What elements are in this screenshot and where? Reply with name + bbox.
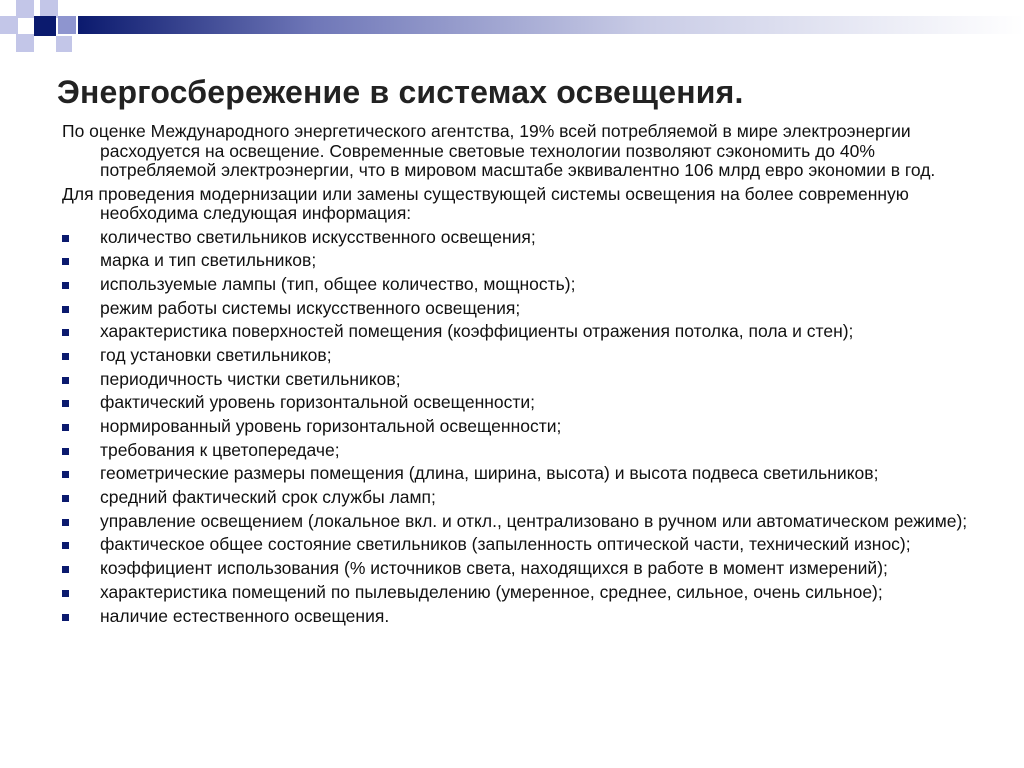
decor-square (56, 36, 72, 52)
list-item-text: характеристика поверхностей помещения (коэффициенты отражения потолка, пола и стен); (100, 321, 854, 342)
list-item-text: средний фактический срок службы ламп; (100, 487, 436, 508)
list-item (62, 512, 982, 532)
square-bullet-icon (62, 542, 69, 549)
decor-square (58, 16, 76, 34)
list-item (62, 464, 982, 484)
header-decoration (0, 0, 1024, 70)
list-item-text: нормированный уровень горизонтальной освещенности; (100, 416, 562, 436)
list-item (62, 441, 982, 461)
list-item-text: коэффициент использования (% источников света, находящихся в работе в момент измерений); (100, 558, 888, 579)
list-item (62, 535, 982, 555)
list-item (62, 228, 982, 248)
square-bullet-icon (62, 590, 69, 597)
slide-body (62, 122, 982, 630)
requirements-list (62, 228, 982, 627)
list-item (62, 488, 982, 508)
list-item (62, 393, 982, 413)
list-item (62, 370, 982, 390)
list-item-text: режим работы системы искусственного освещения; (100, 297, 521, 318)
decor-square (0, 16, 18, 34)
header-gradient-band (78, 16, 1024, 34)
list-item-text: геометрические размеры помещения (длина, ширина, высота) и высота подвеса светильников; (100, 463, 879, 484)
square-bullet-icon (62, 448, 69, 455)
list-item (62, 322, 982, 342)
list-item (62, 417, 982, 437)
square-bullet-icon (62, 329, 69, 336)
list-item (62, 299, 982, 319)
square-bullet-icon (62, 258, 69, 265)
list-item-text: наличие естественного освещения. (100, 605, 390, 626)
list-item (62, 251, 982, 271)
square-bullet-icon (62, 471, 69, 478)
slide-title: Энергосбережение в системах освещения. (57, 74, 744, 110)
list-item-text: фактический уровень горизонтальной освещенности; (100, 392, 536, 413)
list-item-text: количество светильников искусственного освещения; (100, 226, 536, 247)
decor-square (16, 0, 34, 18)
list-item (62, 607, 982, 627)
square-bullet-icon (62, 235, 69, 242)
square-bullet-icon (62, 353, 69, 360)
decor-square (34, 16, 56, 36)
square-bullet-icon (62, 377, 69, 384)
square-bullet-icon (62, 566, 69, 573)
list-item (62, 559, 982, 579)
square-bullet-icon (62, 614, 69, 621)
list-item-text: фактическое общее состояние светильников (запыленность оптической части, технический износ); (100, 534, 911, 555)
square-bullet-icon (62, 495, 69, 502)
list-item (62, 583, 982, 603)
square-bullet-icon (62, 400, 69, 407)
list-item-text: характеристика помещений по пылевыделению (умеренное, среднее, сильное, очень сильное); (100, 581, 883, 602)
decor-square (40, 0, 58, 18)
square-bullet-icon (62, 519, 69, 526)
square-bullet-icon (62, 282, 69, 289)
list-item-text: марка и тип светильников; (100, 250, 317, 271)
list-item-text: требования к цветопередаче; (100, 439, 340, 460)
requirements-paragraph: Для проведения модернизации или замены существующей системы освещения на более современную необходима следующая информация: (62, 183, 909, 223)
intro-paragraph: По оценке Международного энергетического агентства, 19% всей потребляемой в мире электроэнергии расходуется на освещение. Современные световые технологии позволяют сэкономить до 40% потребляемой электроэнергии, что в мировом масштабе эквивалентно 106 млрд евро экономии в год. (62, 121, 936, 180)
list-item-text: год установки светильников; (100, 344, 332, 365)
decor-square (16, 34, 34, 52)
list-item (62, 346, 982, 366)
square-bullet-icon (62, 424, 69, 431)
list-item-text: периодичность чистки светильников; (100, 368, 401, 389)
list-item-text: используемые лампы (тип, общее количество, мощность); (100, 273, 576, 294)
list-item (62, 275, 982, 295)
list-item-text: управление освещением (локальное вкл. и откл., централизовано в ручном или автоматическом режиме); (100, 510, 968, 531)
square-bullet-icon (62, 306, 69, 313)
